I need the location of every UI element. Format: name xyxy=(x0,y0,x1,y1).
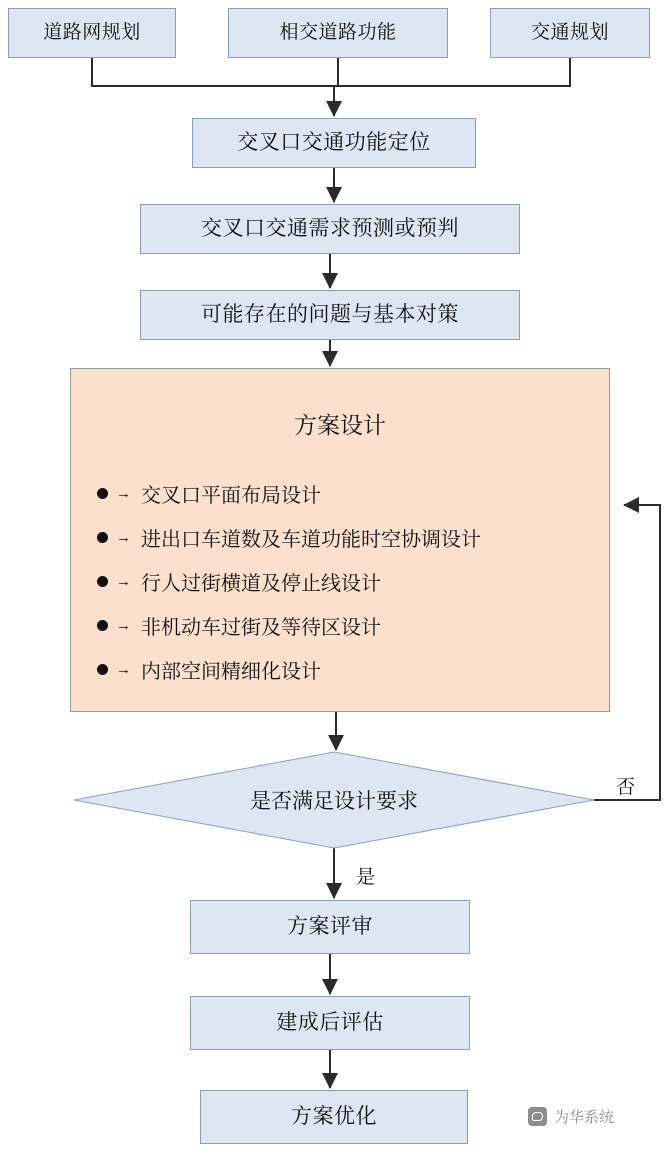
arrow-right-icon: → xyxy=(116,484,131,502)
edge-label-yes-text: 是 xyxy=(356,867,376,888)
node-meets-design-requirements[interactable] xyxy=(74,752,594,848)
bullet-dot-icon xyxy=(97,620,108,631)
node-label: 交通规划 xyxy=(530,21,609,43)
watermark-text: 为华系统 xyxy=(554,1109,615,1126)
node-label: 方案评审 xyxy=(287,915,373,939)
list-item-label: 交叉口平面布局设计 xyxy=(141,484,321,507)
list-item xyxy=(97,559,599,603)
node-scheme-design[interactable] xyxy=(70,368,610,712)
node-label: 相交道路功能 xyxy=(279,21,397,43)
list-item xyxy=(97,647,599,691)
node-traffic-planning[interactable] xyxy=(490,8,650,58)
node-road-network-planning[interactable] xyxy=(8,8,176,58)
arrow-right-icon: → xyxy=(116,528,131,546)
wechat-icon xyxy=(528,1107,547,1126)
bullet-dot-icon xyxy=(97,488,108,499)
bullet-dot-icon xyxy=(97,532,108,543)
scheme-design-title: 方案设计 xyxy=(294,412,386,438)
list-item xyxy=(97,471,599,515)
edge-label-no-text: 否 xyxy=(616,777,636,798)
list-item-label: 进出口车道数及车道功能时空协调设计 xyxy=(141,528,481,551)
node-problems-and-measures[interactable] xyxy=(140,290,520,340)
node-post-construction-evaluation[interactable] xyxy=(190,996,470,1050)
edge-label-yes xyxy=(356,862,375,889)
bullet-dot-icon xyxy=(97,576,108,587)
watermark xyxy=(528,1106,614,1127)
edge-label-no xyxy=(616,772,635,799)
node-traffic-demand-forecast[interactable] xyxy=(140,204,520,254)
node-intersection-function-positioning[interactable] xyxy=(192,118,476,168)
node-label: 可能存在的问题与基本对策 xyxy=(201,303,459,327)
arrow-right-icon: → xyxy=(116,660,131,678)
list-item-label: 行人过街横道及停止线设计 xyxy=(141,572,381,595)
bullet-dot-icon xyxy=(97,664,108,675)
node-label: 交叉口交通功能定位 xyxy=(237,131,431,155)
decision-label: 是否满足设计要求 xyxy=(250,790,418,813)
list-item xyxy=(97,515,599,559)
arrow-right-icon: → xyxy=(116,572,131,590)
list-item-label: 非机动车过街及等待区设计 xyxy=(141,616,381,639)
node-intersecting-road-function[interactable] xyxy=(228,8,448,58)
node-label: 方案优化 xyxy=(291,1105,377,1129)
node-label: 道路网规划 xyxy=(43,21,141,43)
list-item-label: 内部空间精细化设计 xyxy=(141,660,321,683)
list-item xyxy=(97,603,599,647)
node-label: 交叉口交通需求预测或预判 xyxy=(201,217,459,241)
node-scheme-optimization[interactable] xyxy=(200,1090,468,1144)
node-label: 建成后评估 xyxy=(276,1011,384,1035)
node-scheme-review[interactable] xyxy=(190,900,470,954)
scheme-design-bullets xyxy=(97,471,599,691)
arrow-right-icon: → xyxy=(116,616,131,634)
